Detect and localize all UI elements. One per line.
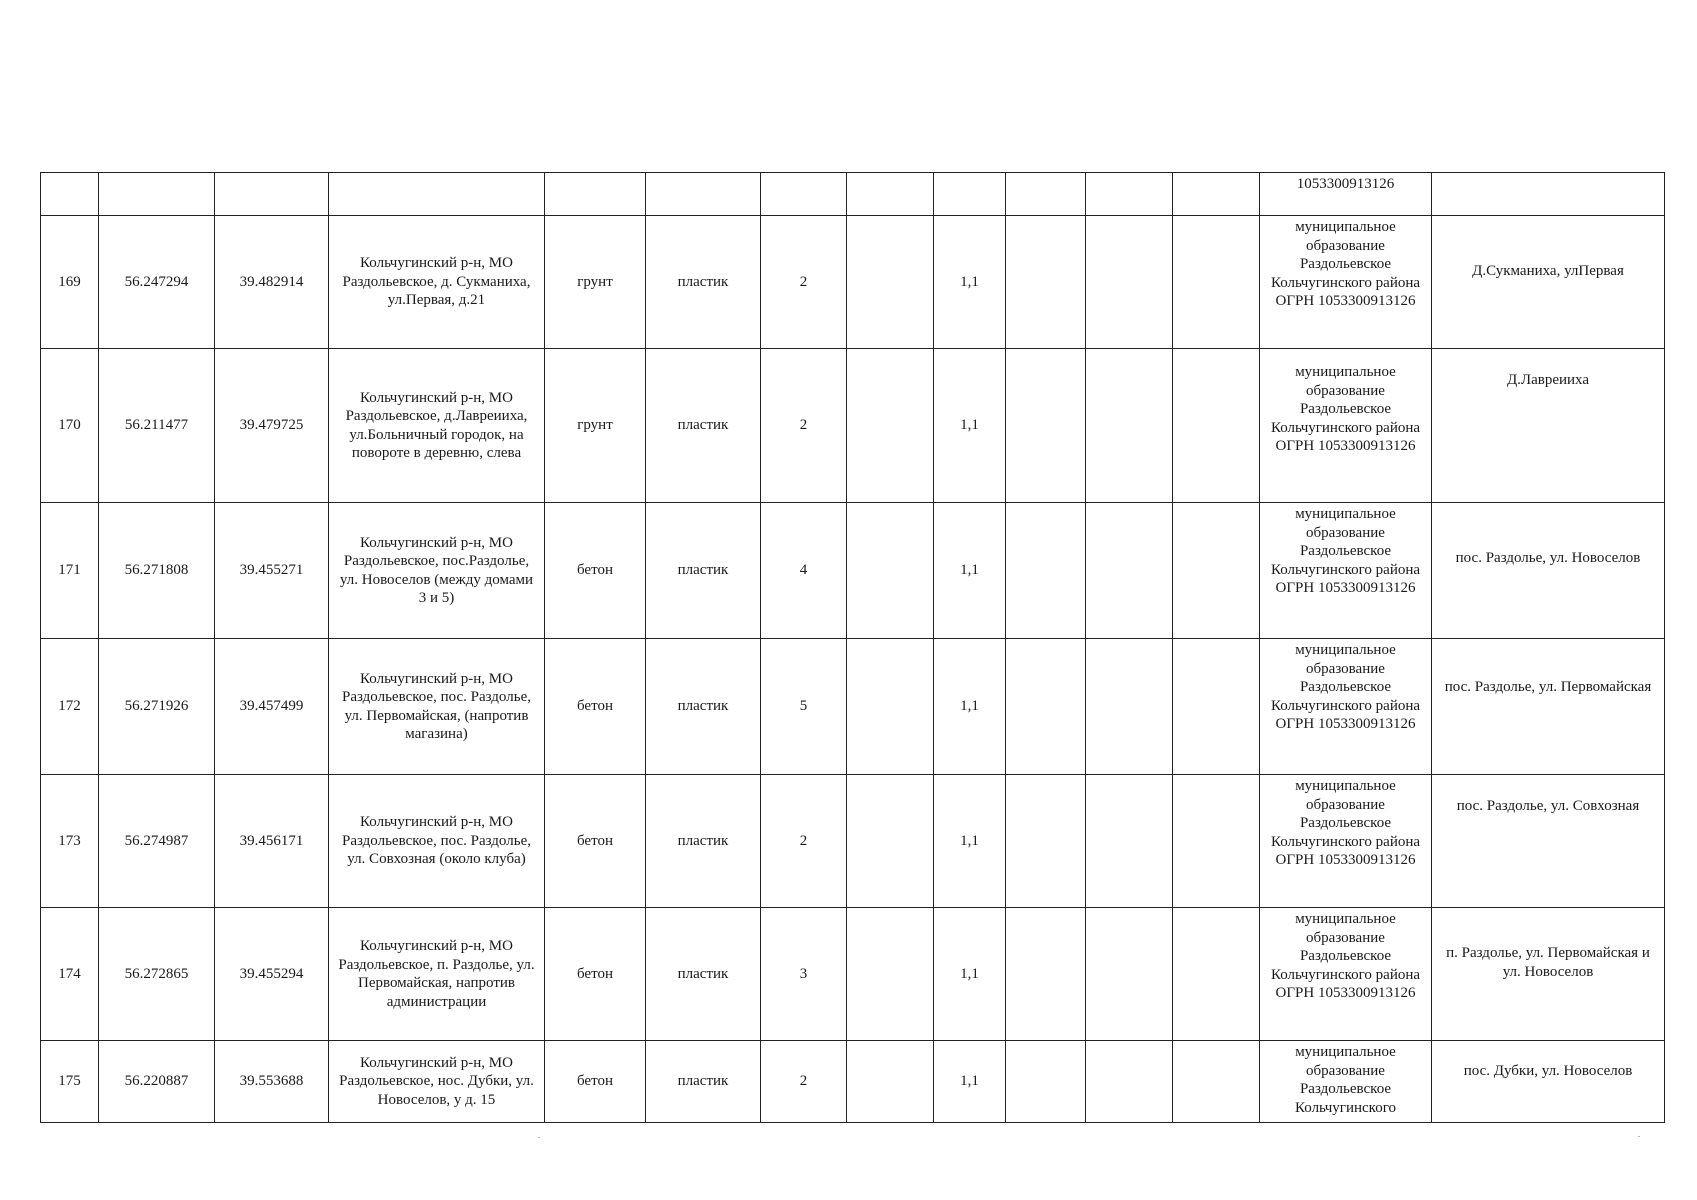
cell-lon xyxy=(215,173,329,216)
cell-place xyxy=(1432,173,1665,216)
cell-empty xyxy=(1173,1041,1260,1123)
cell-lat: 56.211477 xyxy=(99,349,215,503)
cell-lon: 39.457499 xyxy=(215,639,329,775)
cell-volume xyxy=(934,173,1006,216)
place-text: пос. Раздолье, ул. Совхозная xyxy=(1456,798,1640,814)
cell-num: 174 xyxy=(41,908,99,1041)
place-text: пос. Раздолье, ул. Новоселов xyxy=(1455,550,1641,566)
cell-address: Кольчугинский р-н, МО Раздольевское, д. Сукманиха, ул.Первая, д.21 xyxy=(329,216,545,349)
cell-lon: 39.455294 xyxy=(215,908,329,1041)
cell-place xyxy=(1432,775,1665,908)
cell-num xyxy=(41,173,99,216)
cell-volume: 1,1 xyxy=(934,908,1006,1041)
cell-place xyxy=(1432,216,1665,349)
cell-empty xyxy=(1006,1041,1086,1123)
cell-volume: 1,1 xyxy=(934,349,1006,503)
cell-address: Кольчугинский р-н, МО Раздольевское, нос. Дубки, ул. Новоселов, у д. 15 xyxy=(329,1041,545,1123)
cell-place xyxy=(1432,639,1665,775)
cell-material: пластик xyxy=(646,908,761,1041)
cell-lon: 39.482914 xyxy=(215,216,329,349)
table-row xyxy=(41,503,1665,639)
cell-owner: муниципальное образование Раздольевское Кольчугинского района ОГРН 1053300913126 xyxy=(1260,503,1432,639)
cell-count: 4 xyxy=(761,503,847,639)
cell-empty xyxy=(847,503,934,639)
cell-owner: муниципальное образование Раздольевское Кольчугинского района ОГРН 1053300913126 xyxy=(1260,775,1432,908)
place-text: Д.Лавреииха xyxy=(1506,372,1590,388)
cell-owner: муниципальное образование Раздольевское Кольчугинского района ОГРН 1053300913126 xyxy=(1260,216,1432,349)
cell-surface: бетон xyxy=(545,908,646,1041)
cell-lat: 56.271926 xyxy=(99,639,215,775)
cell-material: пластик xyxy=(646,503,761,639)
owner-text: муниципальное образование Раздольевское Кольчугинского района ОГРН 1053300913126 xyxy=(1270,364,1421,454)
cell-surface: грунт xyxy=(545,216,646,349)
cell-address: Кольчугинский р-н, МО Раздольевское, д.Лавреииха, ул.Больничный городок, на повороте в деревню, слева xyxy=(329,349,545,503)
cell-surface: бетон xyxy=(545,775,646,908)
cell-empty xyxy=(1086,216,1173,349)
cell-place xyxy=(1432,908,1665,1041)
cell-empty xyxy=(1173,775,1260,908)
cell-owner: 1053300913126 xyxy=(1260,173,1432,216)
cell-lon: 39.456171 xyxy=(215,775,329,908)
cell-num: 172 xyxy=(41,639,99,775)
cell-count xyxy=(761,173,847,216)
place-text: пос. Дубки, ул. Новоселов xyxy=(1463,1063,1633,1079)
cell-volume: 1,1 xyxy=(934,1041,1006,1123)
cell-lon: 39.479725 xyxy=(215,349,329,503)
table-row xyxy=(41,1041,1665,1123)
cell-empty xyxy=(847,173,934,216)
cell-num: 175 xyxy=(41,1041,99,1123)
cell-surface: бетон xyxy=(545,1041,646,1123)
cell-material xyxy=(646,173,761,216)
cell-empty xyxy=(1086,1041,1173,1123)
cell-owner xyxy=(1260,349,1432,503)
cell-empty xyxy=(1173,503,1260,639)
cell-empty xyxy=(847,1041,934,1123)
cell-empty xyxy=(847,349,934,503)
cell-empty xyxy=(1006,639,1086,775)
cell-owner: муниципальное образование Раздольевское Кольчугинского района ОГРН 1053300913126 xyxy=(1260,908,1432,1041)
cell-empty xyxy=(1086,349,1173,503)
cell-empty xyxy=(1173,908,1260,1041)
cell-empty xyxy=(847,775,934,908)
cell-address: Кольчугинский р-н, МО Раздольевское, пос. Раздолье, ул. Первомайская, (напротив магазина) xyxy=(329,639,545,775)
container-sites-table xyxy=(40,172,1665,1123)
cell-material: пластик xyxy=(646,216,761,349)
cell-empty xyxy=(847,908,934,1041)
cell-count: 5 xyxy=(761,639,847,775)
cell-volume: 1,1 xyxy=(934,503,1006,639)
cell-empty xyxy=(1086,639,1173,775)
cell-material: пластик xyxy=(646,349,761,503)
cell-empty xyxy=(1173,173,1260,216)
cell-lat: 56.220887 xyxy=(99,1041,215,1123)
cell-material: пластик xyxy=(646,775,761,908)
cell-num: 170 xyxy=(41,349,99,503)
cell-empty xyxy=(1086,503,1173,639)
cell-empty xyxy=(847,216,934,349)
table-row xyxy=(41,349,1665,503)
cell-empty xyxy=(1006,173,1086,216)
cell-surface xyxy=(545,173,646,216)
cell-address: Кольчугинский р-н, МО Раздольевское, пос. Раздолье, ул. Совхозная (около клуба) xyxy=(329,775,545,908)
cell-count: 2 xyxy=(761,216,847,349)
cell-empty xyxy=(1006,216,1086,349)
place-text: пос. Раздолье, ул. Первомайская xyxy=(1444,679,1652,695)
cell-surface: бетон xyxy=(545,639,646,775)
cell-empty xyxy=(1006,349,1086,503)
table-row xyxy=(41,908,1665,1041)
cell-empty xyxy=(847,639,934,775)
cell-empty xyxy=(1086,908,1173,1041)
cell-empty xyxy=(1086,775,1173,908)
cell-place xyxy=(1432,1041,1665,1123)
cell-owner: муниципальное образование Раздольевское Кольчугинского xyxy=(1260,1041,1432,1123)
cell-volume: 1,1 xyxy=(934,639,1006,775)
table-row xyxy=(41,216,1665,349)
cell-address xyxy=(329,173,545,216)
cell-empty xyxy=(1006,775,1086,908)
scan-artifact xyxy=(538,1137,540,1138)
table-row xyxy=(41,775,1665,908)
cell-empty xyxy=(1006,908,1086,1041)
cell-count: 2 xyxy=(761,1041,847,1123)
cell-empty xyxy=(1006,503,1086,639)
table-row xyxy=(41,173,1665,216)
scan-artifact xyxy=(1638,1136,1640,1137)
cell-lon: 39.553688 xyxy=(215,1041,329,1123)
cell-address: Кольчугинский р-н, МО Раздольевское, пос.Раздолье, ул. Новоселов (между домами 3 и 5) xyxy=(329,503,545,639)
cell-empty xyxy=(1173,349,1260,503)
cell-surface: грунт xyxy=(545,349,646,503)
cell-lon: 39.455271 xyxy=(215,503,329,639)
cell-lat xyxy=(99,173,215,216)
cell-place xyxy=(1432,503,1665,639)
cell-count: 2 xyxy=(761,349,847,503)
cell-material: пластик xyxy=(646,1041,761,1123)
place-text: п. Раздолье, ул. Первомайская и ул. Новоселов xyxy=(1446,945,1650,980)
cell-surface: бетон xyxy=(545,503,646,639)
cell-owner: муниципальное образование Раздольевское Кольчугинского района ОГРН 1053300913126 xyxy=(1260,639,1432,775)
cell-volume: 1,1 xyxy=(934,216,1006,349)
cell-empty xyxy=(1173,639,1260,775)
cell-empty xyxy=(1173,216,1260,349)
place-text: Д.Сукманиха, улПервая xyxy=(1472,263,1624,279)
cell-empty xyxy=(1086,173,1173,216)
cell-lat: 56.274987 xyxy=(99,775,215,908)
cell-lat: 56.247294 xyxy=(99,216,215,349)
cell-num: 171 xyxy=(41,503,99,639)
cell-place xyxy=(1432,349,1665,503)
cell-lat: 56.272865 xyxy=(99,908,215,1041)
table-row xyxy=(41,639,1665,775)
cell-count: 2 xyxy=(761,775,847,908)
cell-address: Кольчугинский р-н, МО Раздольевское, п. Раздолье, ул. Первомайская, напротив администрации xyxy=(329,908,545,1041)
cell-material: пластик xyxy=(646,639,761,775)
cell-num: 173 xyxy=(41,775,99,908)
cell-count: 3 xyxy=(761,908,847,1041)
cell-volume: 1,1 xyxy=(934,775,1006,908)
cell-lat: 56.271808 xyxy=(99,503,215,639)
cell-num: 169 xyxy=(41,216,99,349)
